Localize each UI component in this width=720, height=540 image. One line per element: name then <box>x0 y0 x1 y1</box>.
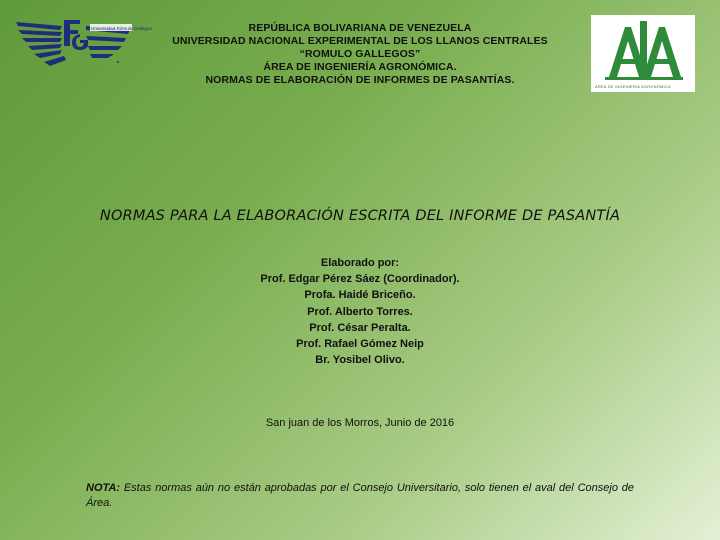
author-item: Prof. Rafael Gómez Neip <box>296 338 424 351</box>
author-item: Prof. César Peralta. <box>309 321 411 334</box>
header-university-name: “ROMULO GALLEGOS” <box>299 48 421 60</box>
approval-note <box>86 481 634 510</box>
university-emblem-icon <box>14 16 152 68</box>
department-logo <box>591 15 695 92</box>
author-item: Prof. Alberto Torres. <box>307 305 413 318</box>
header-university: UNIVERSIDAD NACIONAL EXPERIMENTAL DE LOS LLANOS CENTRALES <box>172 35 548 47</box>
logo-left-text: Universidad Rómulo Gallegos <box>91 26 152 31</box>
author-item: Prof. Edgar Pérez Sáez (Coordinador). <box>260 273 460 286</box>
authors-block <box>160 255 560 368</box>
institution-header <box>150 22 570 87</box>
department-logo-caption: ÁREA DE INGENIERÍA AGRONÓMICA <box>595 84 671 89</box>
authors-heading: Elaborado por: <box>320 257 400 269</box>
note-text: Estas normas aún no están aprobadas por el Consejo Universitario, solo tienen el aval del Consejo de Área. <box>86 482 634 509</box>
note-label: NOTA: <box>86 482 121 494</box>
document-title: NORMAS PARA LA ELABORACIÓN ESCRITA DEL INFORME DE PASANTÍA <box>99 208 621 224</box>
university-logo <box>14 16 152 68</box>
agronomy-emblem-icon <box>591 15 695 85</box>
header-department: ÁREA DE INGENIERÍA AGRONÓMICA. <box>263 61 457 73</box>
header-country: REPÚBLICA BOLIVARIANA DE VENEZUELA <box>248 22 472 34</box>
author-item: Profa. Haidé Briceño. <box>304 289 416 302</box>
place-and-date: San juan de los Morros, Junio de 2016 <box>265 417 455 429</box>
header-document-subject: NORMAS DE ELABORACIÓN DE INFORMES DE PASANTÍAS. <box>205 74 515 86</box>
author-item: Br. Yosibel Olivo. <box>315 354 405 367</box>
